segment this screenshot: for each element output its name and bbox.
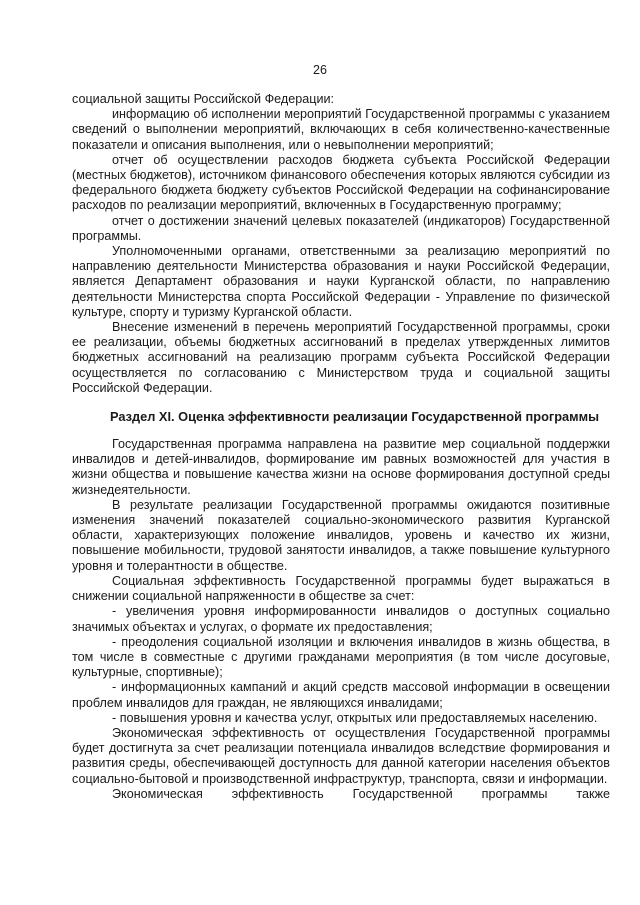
list-item: - преодоления социальной изоляции и включения инвалидов в жизнь общества, в том числе в совместные с другими гражданами мероприятия (в том числе досуговые, культурные, спортивные); bbox=[72, 634, 610, 680]
paragraph: отчет о достижении значений целевых показателей (индикаторов) Государственной программы. bbox=[72, 213, 610, 243]
paragraph: Экономическая эффективность Государственной программы также bbox=[112, 786, 610, 801]
paragraph: социальной защиты Российской Федерации: bbox=[72, 92, 335, 106]
page-number: 26 bbox=[313, 63, 327, 77]
paragraph: Государственная программа направлена на развитие мер социальной поддержки инвалидов и детей-инвалидов, формирование им равных возможностей для участия в жизни общества и повышение качества жизни на основе формирования доступной среды жизнедеятельности. bbox=[72, 437, 610, 497]
paragraph: информацию об исполнении мероприятий Государственной программы с указанием сведений о выполнении мероприятий, включающих в себя количественно-качественные показатели и описания выполнения, или о невыполнении мероприятий; bbox=[72, 107, 610, 152]
document-body bbox=[72, 92, 610, 802]
list-item: - повышения уровня и качества услуг, открытых или предоставляемых населению. bbox=[112, 710, 598, 725]
list-item: - увеличения уровня информированности инвалидов о доступных социально значимых объектах и услугах, о формате их предоставления; bbox=[72, 604, 610, 634]
list-item: - информационных кампаний и акций средств массовой информации в освещении проблем инвалидов для граждан, не являющихся инвалидами; bbox=[72, 680, 610, 710]
paragraph: Внесение изменений в перечень мероприятий Государственной программы, сроки ее реализации, объемы бюджетных ассигнований в пределах утвержденных лимитов бюджетных ассигнований на реализацию программ субъекта Российской Федерации осуществляется по согласованию с Министерством труда и социальной защиты Российской Федерации. bbox=[72, 320, 610, 395]
section-heading: Раздел XI. Оценка эффективности реализации Государственной программы bbox=[110, 409, 600, 425]
paragraph: Уполномоченными органами, ответственными за реализацию мероприятий по направлению деятельности Министерства образования и науки Российской Федерации, является Департамент образования и науки Курганской области, по направлению деятельности Министерства спорта Российской Федерации - Управление по физической культуре, спорту и туризму Курганской области. bbox=[72, 244, 610, 319]
paragraph: Социальная эффективность Государственной программы будет выражаться в снижении социальной напряженности в обществе за счет: bbox=[72, 573, 610, 604]
paragraph: отчет об осуществлении расходов бюджета субъекта Российской Федерации (местных бюджетов), источником финансового обеспечения которых являются субсидии из федерального бюджета бюджету субъектов Российской Федерации на софинансирование расходов по реализации мероприятий, включенных в Государственную программу; bbox=[72, 152, 610, 213]
paragraph: В результате реализации Государственной программы ожидаются позитивные изменения значений показателей социально-экономического развития Курганской области, характеризующих положение инвалидов, уровень и качество их жизни, повышение мобильности, трудовой занятости инвалидов, а также повышение культурного уровня и толерантности в обществе. bbox=[72, 497, 610, 573]
paragraph: Экономическая эффективность от осуществления Государственной программы будет достигнута за счет реализации потенциала инвалидов вследствие формирования и развития среды, обеспечивающей доступность для данной категории населения объектов социально-бытовой и производственной инфраструктур, транспорта, связи и информации. bbox=[72, 725, 610, 786]
